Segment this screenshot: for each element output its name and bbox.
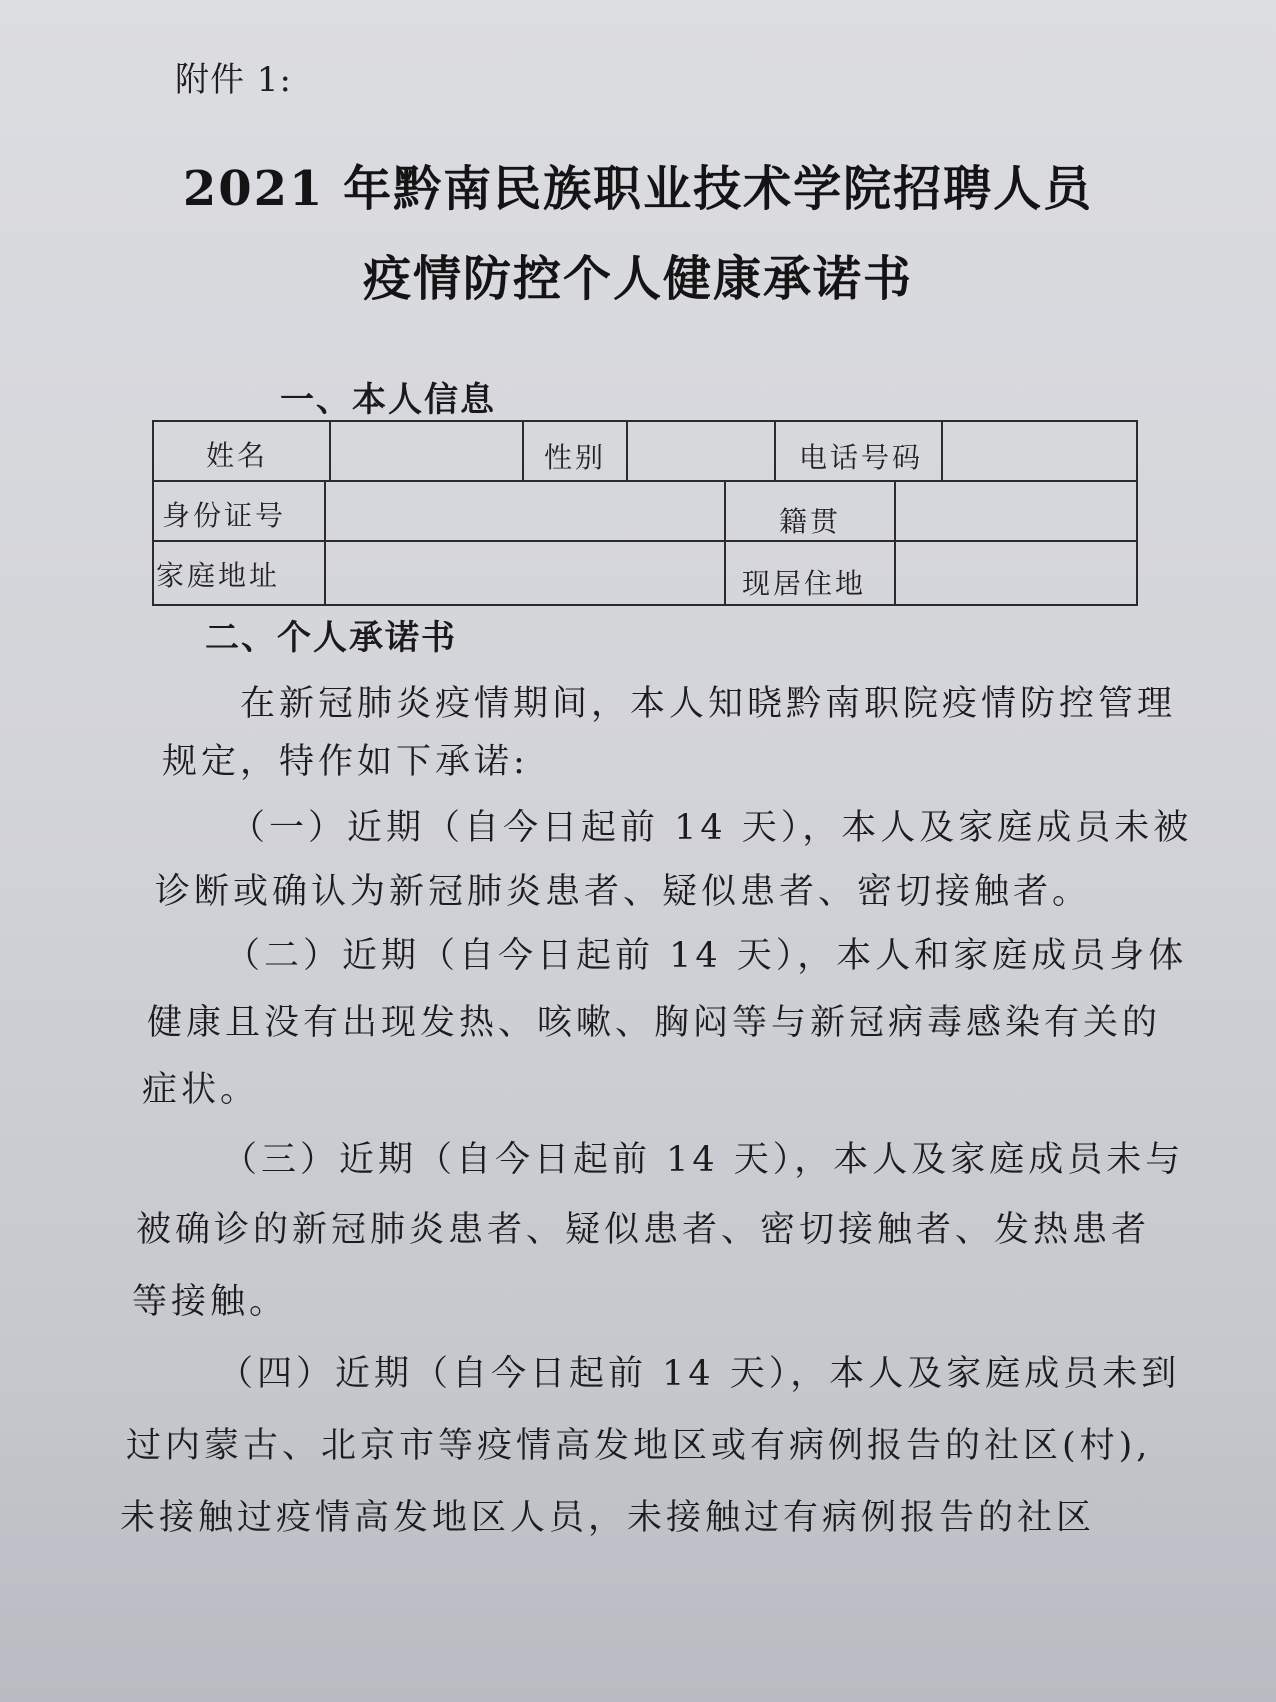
document-title-line1: 2021 年黔南民族职业技术学院招聘人员 [182, 161, 1094, 217]
phone-label: 电话号码 [799, 441, 924, 474]
pledge-item3-line1: （三）近期（自今日起前 14 天），本人及家庭成员未与 [222, 1140, 1185, 1180]
table-row-divider [154, 540, 1136, 542]
native-place-field[interactable] [900, 488, 1132, 534]
table-col-divider [941, 422, 943, 480]
pledge-item2-line1: （二）近期（自今日起前 14 天），本人和家庭成员身体 [225, 936, 1188, 976]
id-number-field[interactable] [330, 488, 722, 534]
pledge-intro-line1: 在新冠肺炎疫情期间，本人知晓黔南职院疫情防控管理 [240, 684, 1177, 724]
pledge-item2-line2: 健康且没有出现发热、咳嗽、胸闷等与新冠病毒感染有关的 [147, 1003, 1162, 1043]
name-field[interactable] [336, 430, 520, 474]
current-residence-label: 现居住地 [742, 567, 867, 600]
pledge-intro-line2: 规定，特作如下承诺: [162, 742, 529, 782]
table-row-divider [154, 480, 1136, 482]
pledge-item4-line2: 过内蒙古、北京市等疫情高发地区或有病例报告的社区(村), [126, 1426, 1152, 1466]
pledge-item1-line2: 诊断或确认为新冠肺炎患者、疑似患者、密切接触者。 [155, 872, 1092, 912]
section-personal-info-heading: 一、本人信息 [280, 380, 496, 420]
pledge-item4-line3: 未接触过疫情高发地区人员，未接触过有病例报告的社区 [120, 1498, 1096, 1538]
document-title-line2: 疫情防控个人健康承诺书 [362, 251, 913, 307]
table-col-divider [324, 480, 326, 604]
pledge-item1-line1: （一）近期（自今日起前 14 天），本人及家庭成员未被 [230, 808, 1193, 848]
pledge-item3-line3: 等接触。 [132, 1282, 289, 1322]
table-col-divider [626, 422, 628, 480]
attachment-label: 附件 1: [175, 60, 292, 100]
name-label: 姓名 [206, 439, 269, 472]
section-pledge-heading: 二、个人承诺书 [205, 618, 457, 658]
personal-info-table [152, 420, 1138, 606]
table-col-divider [329, 422, 331, 480]
pledge-item2-line3: 症状。 [142, 1070, 260, 1110]
id-number-label: 身份证号 [162, 499, 287, 532]
home-address-field[interactable] [330, 548, 722, 596]
gender-label: 性别 [544, 441, 607, 474]
pledge-item3-line2: 被确诊的新冠肺炎患者、疑似患者、密切接触者、发热患者 [136, 1210, 1151, 1250]
gender-field[interactable] [632, 430, 772, 474]
phone-field[interactable] [947, 430, 1133, 474]
current-residence-field[interactable] [900, 548, 1132, 596]
table-col-divider [522, 422, 524, 480]
table-col-divider [724, 480, 726, 604]
home-address-label: 家庭地址 [156, 559, 281, 592]
table-col-divider [894, 480, 896, 604]
native-place-label: 籍贯 [779, 505, 842, 538]
pledge-item4-line1: （四）近期（自今日起前 14 天），本人及家庭成员未到 [218, 1354, 1181, 1394]
table-col-divider [774, 422, 776, 480]
